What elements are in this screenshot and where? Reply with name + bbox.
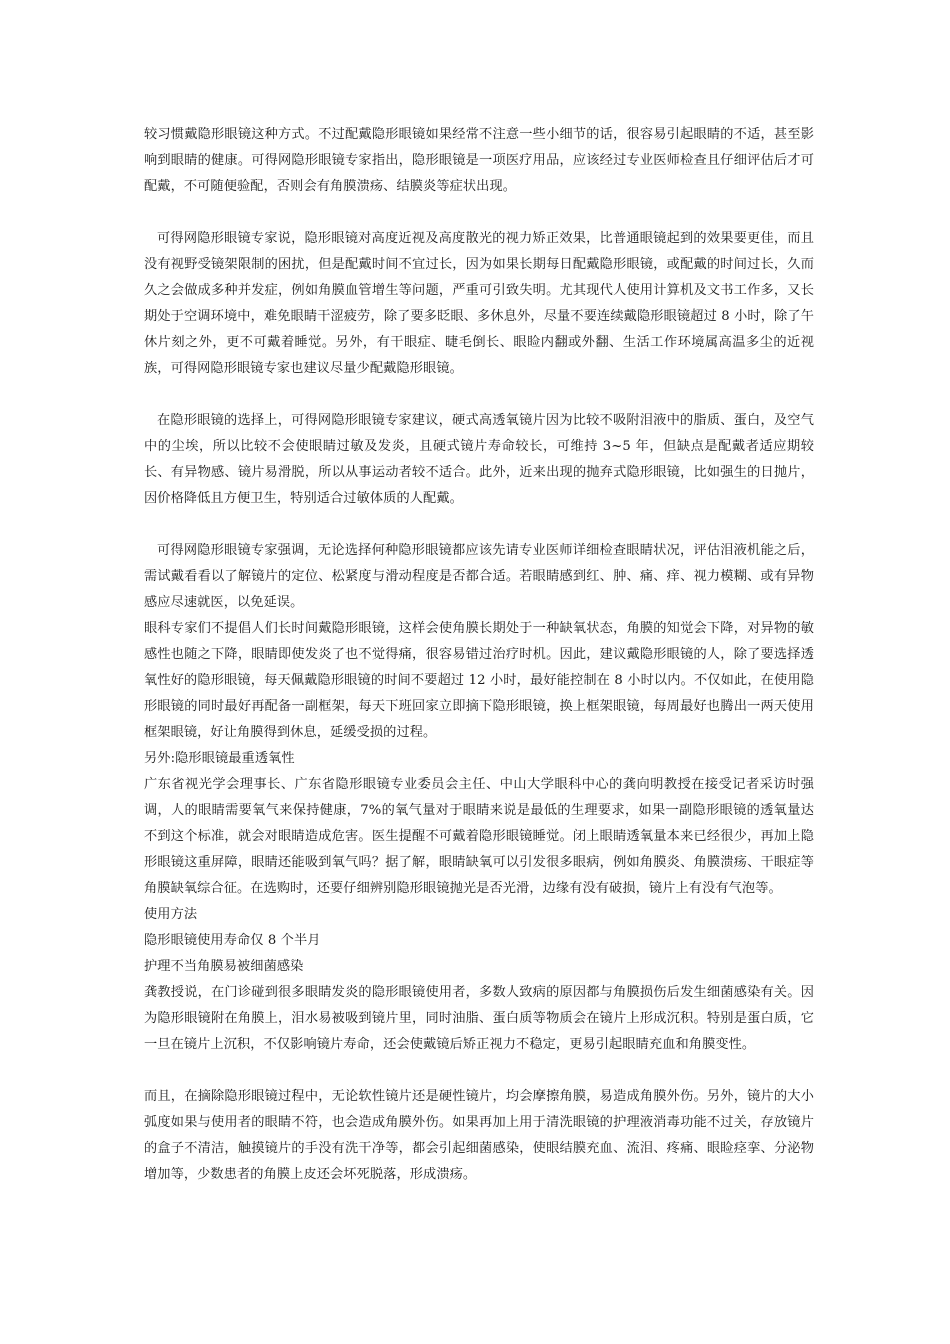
paragraph-7: 龚教授说，在门诊碰到很多眼睛发炎的隐形眼镜使用者，多数人致病的原因都与角膜损伤后发生细菌感染有关。因为隐形眼镜附在角膜上，泪水易被吸到镜片里，同时油脂、蛋白质等物质会在镜片上形成沉积。特别是蛋白质，它一旦在镜片上沉积，不仅影响镜片寿命，还会使戴镜后矫正视力不稳定，更易引起眼睛充血和角膜变性。 — [144, 985, 814, 1052]
paragraph-8: 而且，在摘除隐形眼镜过程中，无论软性镜片还是硬性镜片，均会摩擦角膜，易造成角膜外伤。另外，镜片的大小弧度如果与使用者的眼睛不符，也会造成角膜外伤。如果再加上用于清洗眼镜的护理液消毒功能不过关，存放镜片的盒子不清洁，触摸镜片的手没有洗干净等，都会引起细菌感染，使眼结膜充血、流泪、疼痛、眼睑痉挛、分泌物增加等，少数患者的角膜上皮还会坏死脱落，形成溃疡。 — [144, 1089, 814, 1182]
paragraph-5: 眼科专家们不提倡人们长时间戴隐形眼镜，这样会使角膜长期处于一种缺氧状态，角膜的知觉会下降，对异物的敏感性也随之下降，眼睛即使发炎了也不觉得痛，很容易错过治疗时机。因此，建议戴隐形眼镜的人，除了要选择透氧性好的隐形眼镜，每天佩戴隐形眼镜的时间不要超过 12 小时，最好能控制在 8 小时以内。不仅如此，在使用隐形眼镜的同时最好再配备一副框架，每天下班回家立即摘下隐形眼镜，换上框架眼镜，每周最好也腾出一两天使用框架眼镜，好让角膜得到休息，延缓受损的过程。 — [144, 621, 814, 740]
paragraph-6: 广东省视光学会理事长、广东省隐形眼镜专业委员会主任、中山大学眼科中心的龚向明教授在接受记者采访时强调，人的眼睛需要氧气来保持健康，7%的氧气量对于眼睛来说是最低的生理要求，如果一副隐形眼镜的透氧量达不到这个标准，就会对眼睛造成危害。医生提醒不可戴着隐形眼镜睡觉。闭上眼睛透氧量本来已经很少，再加上隐形眼镜这重屏障，眼睛还能吸到氧气吗？据了解，眼睛缺氧可以引发很多眼病，例如角膜炎、角膜溃疡、干眼症等角膜缺氧综合征。在选购时，还要仔细辨别隐形眼镜抛光是否光滑，边缘有没有破损，镜片上有没有气泡等。 — [144, 777, 814, 896]
section-heading-oxygen: 另外:隐形眼镜最重透氧性 — [144, 751, 295, 766]
paragraph-1: 较习惯戴隐形眼镜这种方式。不过配戴隐形眼镜如果经常不注意一些小细节的话，很容易引起眼睛的不适，甚至影响到眼睛的健康。可得网隐形眼镜专家指出，隐形眼镜是一项医疗用品，应该经过专业医师检查且仔细评估后才可配戴，不可随便验配，否则会有角膜溃疡、结膜炎等症状出现。 — [144, 127, 814, 194]
section-heading-lifespan: 隐形眼镜使用寿命仅 8 个半月 — [144, 933, 321, 948]
paragraph-4: 可得网隐形眼镜专家强调，无论选择何种隐形眼镜都应该先请专业医师详细检查眼睛状况，评估泪液机能之后，需试戴看看以了解镜片的定位、松紧度与滑动程度是否都合适。若眼睛感到红、肿、痛、痒、视力模糊、或有异物感应尽速就医，以免延误。 — [144, 543, 814, 610]
section-heading-usage: 使用方法 — [144, 907, 198, 922]
section-heading-infection: 护理不当角膜易被细菌感染 — [144, 959, 304, 974]
document-body — [144, 122, 814, 1188]
paragraph-3: 在隐形眼镜的选择上，可得网隐形眼镜专家建议，硬式高透氧镜片因为比较不吸附泪液中的脂质、蛋白，及空气中的尘埃，所以比较不会使眼睛过敏及发炎，且硬式镜片寿命较长，可维持 3~5 年，但缺点是配戴者适应期较长、有异物感、镜片易滑脱，所以从事运动者较不适合。此外，近来出现的抛弃式隐形眼镜，比如强生的日抛片，因价格降低且方便卫生，特别适合过敏体质的人配戴。 — [144, 413, 814, 506]
paragraph-2: 可得网隐形眼镜专家说，隐形眼镜对高度近视及高度散光的视力矫正效果，比普通眼镜起到的效果要更佳，而且没有视野受镜架限制的困扰，但是配戴时间不宜过长，因为如果长期每日配戴隐形眼镜，或配戴的时间过长，久而久之会做成多种并发症，例如角膜血管增生等问题，严重可引致失明。尤其现代人使用计算机及文书工作多，又长期处于空调环境中，难免眼睛干涩疲劳，除了要多眨眼、多休息外，尽量不要连续戴隐形眼镜超过 8 小时，除了午休片刻之外，更不可戴着睡觉。另外，有干眼症、睫毛倒长、眼睑内翻或外翻、生活工作环境属高温多尘的近视族，可得网隐形眼镜专家也建议尽量少配戴隐形眼镜。 — [144, 231, 814, 376]
